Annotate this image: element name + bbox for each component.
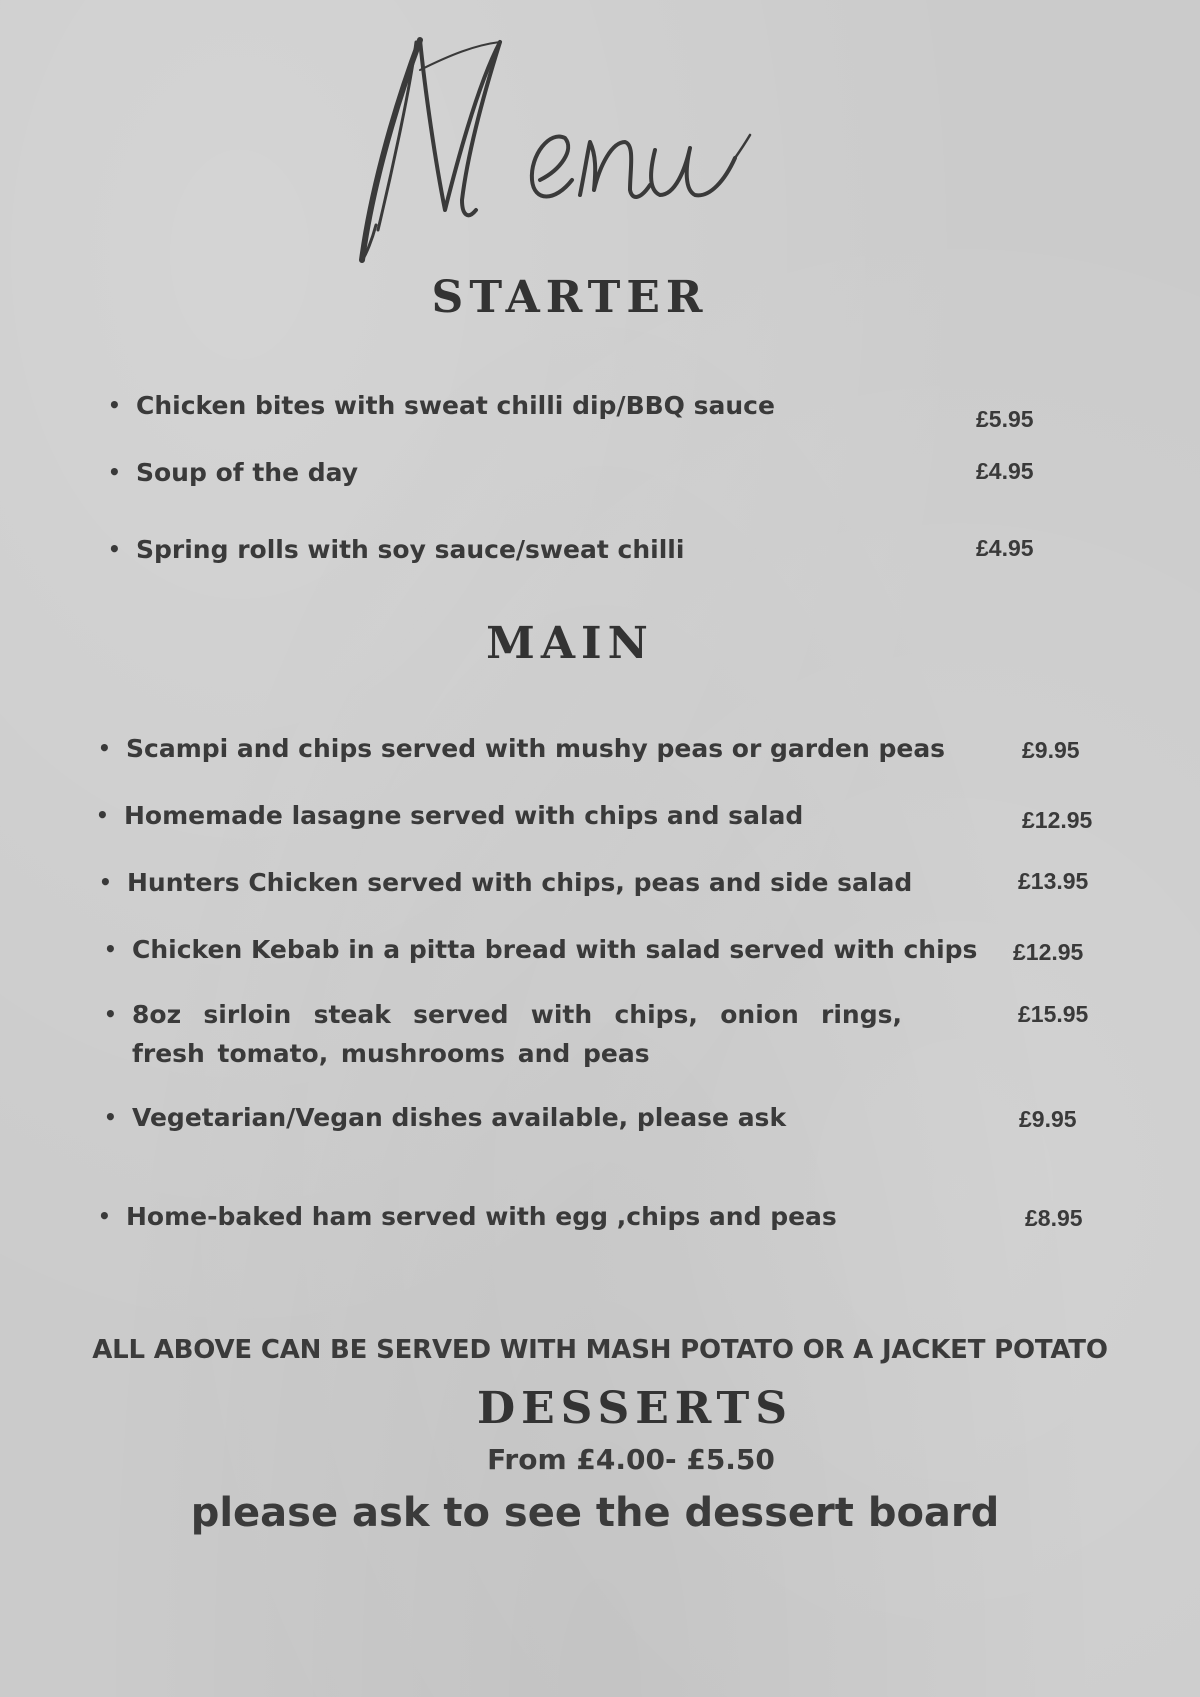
bullet-icon: • [104, 1002, 117, 1026]
dessert-price-range: From £4.00- £5.50 [487, 1443, 775, 1476]
item-name: Chicken Kebab in a pitta bread with salad served with chips [132, 935, 978, 964]
list-item [104, 930, 978, 969]
item-price: £13.95 [1018, 868, 1089, 894]
item-name: Homemade lasagne served with chips and salad [124, 801, 804, 830]
list-item [98, 1197, 837, 1236]
bullet-icon: • [98, 1204, 111, 1228]
item-name: Home-baked ham served with egg ,chips and peas [126, 1202, 837, 1231]
item-name: 8oz sirloin steak served with chips, onion rings, fresh tomato, mushrooms and peas [132, 1000, 902, 1068]
item-price: £4.95 [976, 535, 1034, 561]
item-name: Vegetarian/Vegan dishes available, please ask [132, 1103, 787, 1132]
list-item [104, 995, 902, 1073]
potato-note: ALL ABOVE CAN BE SERVED WITH MASH POTATO OR A JACKET POTATO [92, 1335, 1108, 1365]
dessert-board-note: please ask to see the dessert board [190, 1490, 1000, 1536]
bullet-icon: • [108, 393, 121, 417]
item-price: £8.95 [1025, 1205, 1083, 1231]
item-name: Spring rolls with soy sauce/sweat chilli [136, 535, 685, 564]
list-item [104, 1098, 787, 1137]
item-price: £15.95 [1018, 1001, 1089, 1027]
list-item [99, 863, 913, 902]
item-name: Soup of the day [136, 458, 359, 487]
bullet-icon: • [108, 460, 121, 484]
bullet-icon: • [108, 537, 121, 561]
bullet-icon: • [98, 736, 111, 760]
item-name: Chicken bites with sweat chilli dip/BBQ sauce [136, 391, 775, 420]
item-price: £9.95 [1022, 737, 1080, 763]
item-price: £9.95 [1019, 1106, 1077, 1132]
starter-heading: STARTER [431, 272, 709, 323]
list-item [98, 729, 946, 768]
bullet-icon: • [104, 937, 117, 961]
item-price: £4.95 [976, 458, 1034, 484]
list-item [108, 453, 359, 492]
bullet-icon: • [99, 870, 112, 894]
bullet-icon: • [104, 1105, 117, 1129]
list-item [96, 796, 804, 835]
menu-script-title [350, 30, 790, 280]
desserts-heading: DESSERTS [476, 1383, 794, 1434]
item-price: £12.95 [1013, 939, 1084, 965]
item-price: £12.95 [1022, 807, 1093, 833]
main-heading: MAIN [486, 618, 654, 669]
item-name: Hunters Chicken served with chips, peas and side salad [127, 868, 913, 897]
bullet-icon: • [96, 803, 109, 827]
list-item [108, 530, 685, 569]
item-name: Scampi and chips served with mushy peas or garden peas [126, 734, 946, 763]
list-item [108, 386, 775, 425]
item-price: £5.95 [976, 406, 1034, 432]
